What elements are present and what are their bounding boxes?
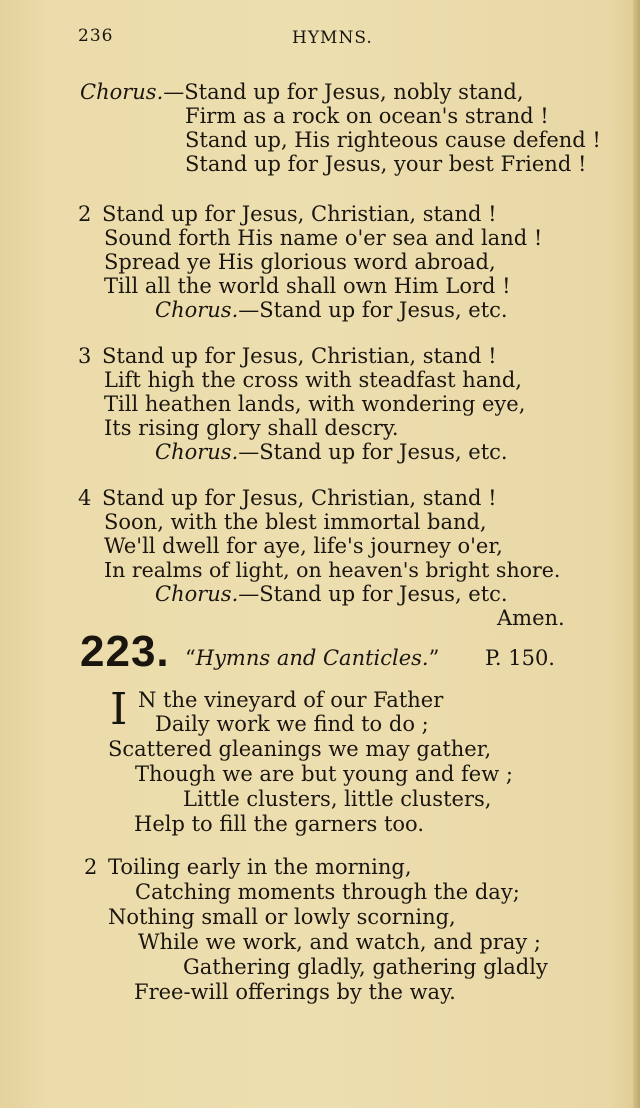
verse-line: Though we are but young and few ; [135,762,513,786]
verse-line: 2 Stand up for Jesus, Christian, stand ! [78,202,497,226]
verse-line: 2 Toiling early in the morning, [84,855,412,879]
verse-line: Catching moments through the day; [135,880,520,904]
chorus-label: Chorus. [80,80,164,104]
running-title: HYMNS. [292,28,373,48]
page-edge [633,0,640,1108]
verse-line: Sound forth His name o'er sea and land ! [104,226,543,250]
verse-line: Free-will offerings by the way. [134,980,456,1004]
verse-number: 3 [78,344,92,368]
amen: Amen. [497,606,565,630]
verse-line: In realms of light, on heaven's bright shore. [104,558,561,582]
chorus-reference: Chorus.—Stand up for Jesus, etc. [155,440,508,464]
verse-line: 4 Stand up for Jesus, Christian, stand ! [78,486,497,510]
chorus-text: —Stand up for Jesus, nobly stand, [163,80,524,104]
verse-line: We'll dwell for aye, life's journey o'er, [104,534,503,558]
page-reference: P. 150. [485,646,555,670]
verse-line: Scattered gleanings we may gather, [108,737,492,761]
verse-line: Till all the world shall own Him Lord ! [104,274,511,298]
chorus-reference: Chorus.—Stand up for Jesus, etc. [155,582,508,606]
verse-line: Little clusters, little clusters, [183,787,492,811]
verse-line: Lift high the cross with steadfast hand, [104,368,522,392]
hymn-source: “Hymns and Canticles.” [185,646,440,670]
chorus-line [80,80,524,104]
verse-line: N the vineyard of our Father [138,688,444,712]
verse-line: Its rising glory shall descry. [104,416,399,440]
chorus-reference: Chorus.—Stand up for Jesus, etc. [155,298,508,322]
verse-line: 3 Stand up for Jesus, Christian, stand ! [78,344,497,368]
verse-line: Spread ye His glorious word abroad, [104,250,496,274]
verse-line: Help to fill the garners too. [134,812,424,836]
drop-cap: I [110,684,128,735]
verse-line: While we work, and watch, and pray ; [138,930,541,954]
verse-number: 2 [84,855,98,879]
page-number: 236 [78,26,114,46]
verse-line: Daily work we find to do ; [155,712,429,736]
hymn-number: 223. [80,627,170,676]
verse-line: Till heathen lands, with wondering eye, [104,392,526,416]
verse-line: Nothing small or lowly scorning, [108,905,456,929]
chorus-line: Stand up, His righteous cause defend ! [185,128,601,152]
chorus-line: Stand up for Jesus, your best Friend ! [185,152,587,176]
verse-number: 2 [78,202,92,226]
verse-line: Soon, with the blest immortal band, [104,510,487,534]
chorus-line: Firm as a rock on ocean's strand ! [185,104,549,128]
verse-line: Gathering gladly, gathering gladly [183,955,548,979]
verse-number: 4 [78,486,92,510]
